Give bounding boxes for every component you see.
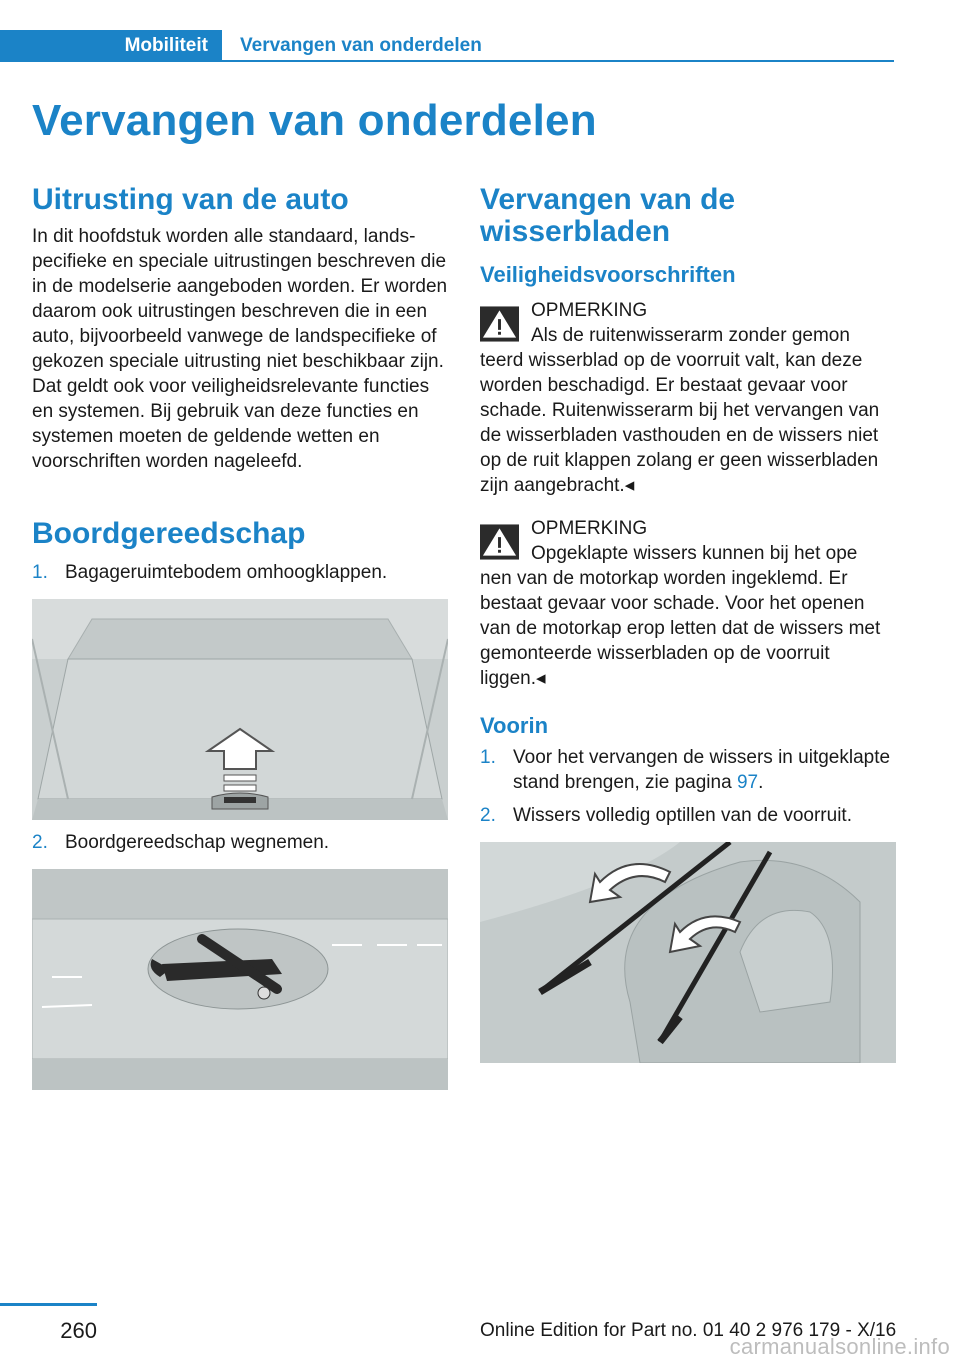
notice-label: OPMERKING — [531, 518, 648, 539]
step-number: 2. — [32, 832, 48, 853]
header-chapter-tab[interactable]: Mobiliteit — [124, 35, 208, 56]
step-number: 1. — [32, 562, 48, 583]
header-rule — [222, 60, 894, 62]
wiper-figure — [480, 842, 896, 1063]
section-title-equipment: Uitrusting van de auto — [32, 183, 349, 216]
step-text: Bagageruimtebodem omhoogklappen. — [65, 562, 388, 583]
voorin-step-2 — [480, 803, 896, 828]
trunk-floor-illustration — [32, 599, 448, 820]
right-column — [480, 184, 896, 1063]
voorin-title: Voorin — [480, 713, 549, 738]
step-text: Voor het vervangen de wissers in uitgeklapte stand brengen, zie pagina — [513, 747, 891, 793]
notice-text: nen van de motorkap worden ingeklemd. Er bestaat gevaar voor schade. Voor het openen van de motorkap erop letten dat de wissers met gemonteerde wisserbladen op de voorruit liggen.◂ — [480, 568, 881, 689]
step-number: 2. — [480, 805, 496, 826]
page-number-rule — [0, 1303, 97, 1306]
section-title-wiper-blades: Vervangen van de wisserbladen — [480, 183, 736, 248]
equipment-paragraph: In dit hoofdstuk worden alle standaard, landspecifieke en speciale uitrustingen beschreven die in de modelserie aangeboden worden. Er worden daarom ook uitrustingen beschreven die in een auto, bijvoorbeeld vanwege de landspecifieke of gekozen speciale uitrusting niet beschikbaar zijn. Dat geldt ook voor veiligheidsrelevante functies en systemen. Bij gebruik van deze functies en systemen moeten de geldende wetten en voorschriften worden nageleefd. — [32, 226, 448, 472]
warning-icon — [480, 524, 519, 560]
page-title: Vervangen van onderdelen — [32, 96, 597, 145]
notice-text: teerd wisserblad op de voorruit valt, kan deze worden beschadigd. Er bestaat gevaar voor schade. Ruitenwisserarm bij het vervangen van de wisserbladen vasthouden en de wissers niet op de ruit klappen zolang er geen wisserbladen zijn aangebracht.◂ — [480, 350, 880, 496]
warning-icon — [480, 306, 519, 342]
step-text: Wissers volledig optillen van de voorruit. — [513, 805, 852, 826]
header-breadcrumb[interactable]: Vervangen van onderdelen — [240, 35, 482, 56]
step-number: 1. — [480, 747, 496, 768]
page-link-97[interactable]: 97 — [736, 772, 759, 793]
step-text-end: . — [758, 772, 764, 793]
toolkit-step-2 — [32, 830, 448, 855]
wiper-illustration — [480, 842, 896, 1063]
notice-1 — [480, 298, 896, 498]
step-text: Boordgereedschap wegnemen. — [65, 832, 330, 853]
voorin-step-1 — [480, 745, 896, 795]
toolkit-illustration — [32, 869, 448, 1090]
notice-2 — [480, 516, 896, 691]
toolkit-step-1 — [32, 560, 448, 585]
safety-title: Veiligheidsvoorschriften — [480, 262, 736, 287]
trunk-floor-figure — [32, 599, 448, 820]
left-column — [32, 184, 448, 1090]
toolkit-figure — [32, 869, 448, 1090]
page-number: 260 — [60, 1318, 97, 1343]
watermark: carmanualsonline.info — [729, 1334, 950, 1359]
notice-first-line: Als de ruitenwisserarm zonder gemon — [531, 325, 850, 346]
section-title-toolkit: Boordgereedschap — [32, 517, 306, 550]
edition-footer: Online Edition for Part no. 01 40 2 976 179 - X/16 — [480, 1320, 897, 1341]
notice-first-line: Opgeklapte wissers kunnen bij het ope — [531, 543, 858, 564]
notice-label: OPMERKING — [531, 300, 648, 321]
